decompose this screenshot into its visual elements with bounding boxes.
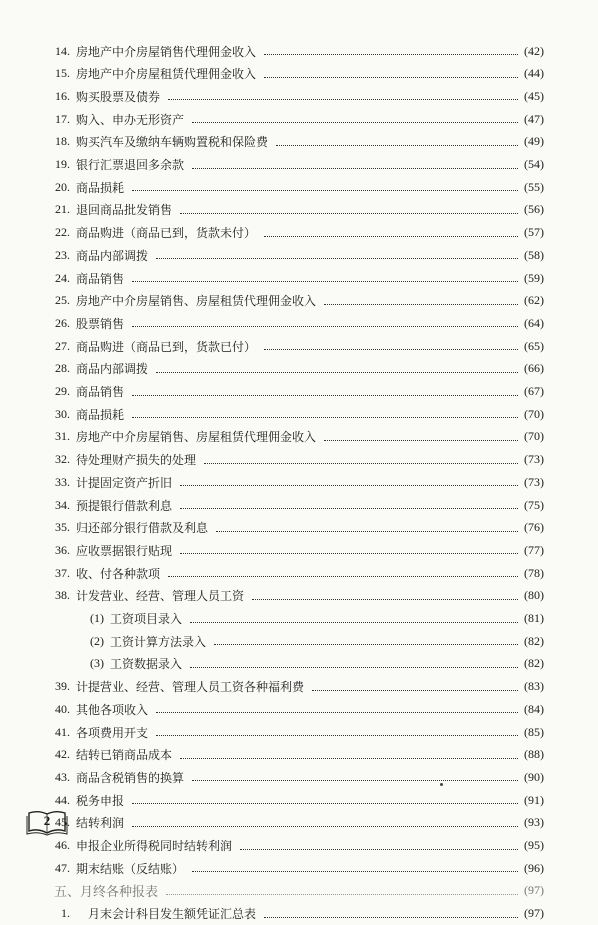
- toc-entry-leader: [180, 484, 518, 486]
- toc-entry-page: (88): [524, 747, 544, 762]
- toc-entry-number: 18.: [55, 134, 70, 149]
- toc-entry-page: (45): [524, 88, 544, 103]
- toc-entry: [0, 449, 598, 471]
- toc-entry-title: 商品内部调拨: [76, 248, 149, 263]
- toc-entry-number: 25.: [55, 293, 70, 308]
- toc-entry-title: 期末结账（反结账）: [76, 861, 185, 876]
- toc-entry-number: (1): [90, 611, 104, 625]
- toc-entry-title: 商品含税销售的换算: [76, 770, 185, 785]
- toc-entry-leader: [324, 439, 518, 441]
- toc-entry-number: 20.: [55, 179, 70, 194]
- toc-entry-leader: [264, 916, 518, 918]
- toc-entry-number: 32.: [55, 452, 70, 467]
- toc-entry-title: 房地产中介房屋销售、房屋租赁代理佣金收入: [76, 294, 317, 309]
- toc-entry-page: (44): [524, 66, 544, 81]
- toc-entry-leader: [132, 189, 518, 191]
- toc-entry-title: 工资计算方法录入: [110, 634, 207, 649]
- toc-entry-number: 33.: [55, 474, 70, 489]
- toc-entry-number: 17.: [55, 111, 70, 126]
- toc-entry-title: 购入、申办无形资产: [76, 112, 185, 127]
- toc-entry-leader: [180, 757, 518, 759]
- toc-entry-number: 34.: [55, 497, 70, 512]
- toc-entry-page: (91): [524, 792, 544, 807]
- toc-entry-number: 24.: [55, 270, 70, 285]
- toc-entry-leader: [264, 235, 518, 237]
- toc-entry-number: 38.: [55, 588, 70, 603]
- toc-entry-leader: [168, 98, 518, 100]
- toc-entry-title: 购买股票及债券: [76, 89, 161, 104]
- toc-entry: [0, 585, 598, 607]
- toc-entry-page: (70): [524, 406, 544, 421]
- toc-entry-title: 房地产中介房屋租赁代理佣金收入: [76, 67, 257, 82]
- toc-entry-leader: [324, 303, 518, 305]
- toc-entry-page: (80): [524, 588, 544, 603]
- toc-entry-number: 22.: [55, 225, 70, 240]
- page-number: 2: [43, 813, 51, 828]
- toc-entry-leader: [156, 734, 518, 736]
- toc-entry-page: (97): [524, 906, 544, 921]
- toc-entry-title: 应收票据银行贴现: [76, 543, 173, 558]
- toc-entry: [0, 789, 598, 811]
- toc-entry: [0, 676, 598, 698]
- toc-entry-title: 商品内部调拨: [76, 362, 149, 377]
- toc-entry-leader: [216, 530, 518, 532]
- toc-entry-leader: [264, 76, 518, 78]
- toc-entry-leader: [180, 552, 518, 554]
- toc-entry-page: (73): [524, 452, 544, 467]
- toc-entry: [0, 857, 598, 879]
- toc-entry: [0, 40, 598, 62]
- toc-entry-leader: [192, 121, 518, 123]
- toc-entry-leader: [312, 689, 518, 691]
- toc-entry-page: (57): [524, 225, 544, 240]
- toc-entry-title: 银行汇票退回多余款: [76, 158, 185, 172]
- toc-entry: [0, 562, 598, 584]
- toc-entry: [0, 539, 598, 561]
- toc-entry-title: 商品购进（商品已到，货款已付）: [76, 339, 257, 354]
- toc-entry-number: 15.: [55, 66, 70, 81]
- toc-entry-number: 21.: [55, 202, 70, 217]
- toc-entry-title: 月末会计科目发生额凭证汇总表: [88, 907, 257, 922]
- toc-entry-leader: [180, 507, 518, 509]
- toc-entry-number: 46.: [55, 838, 70, 852]
- toc-entry-title: 商品损耗: [76, 407, 125, 422]
- toc-entry-leader: [204, 462, 518, 464]
- toc-entry-leader: [252, 598, 518, 600]
- toc-entry-leader: [264, 348, 518, 350]
- toc-entry-number: 47.: [55, 860, 70, 875]
- toc-entry: [0, 108, 598, 130]
- toc-entry: [0, 403, 598, 425]
- toc-entry-number: 16.: [55, 88, 70, 103]
- toc-entry: [0, 290, 598, 312]
- toc-entry: [0, 494, 598, 516]
- toc-entry-page: (47): [524, 111, 544, 126]
- toc-entry-number: 41.: [55, 724, 70, 739]
- toc-entry-page: (66): [524, 361, 544, 376]
- toc-entry-number: 45.: [55, 815, 70, 830]
- toc-entry-leader: [214, 643, 518, 645]
- toc-entry-title: 结转利润: [76, 816, 125, 831]
- toc-entry-title: 计提固定资产折旧: [76, 475, 173, 490]
- toc-entry: [0, 517, 598, 539]
- toc-entry-page: (49): [524, 134, 544, 149]
- toc-entry-page: (81): [524, 611, 544, 625]
- toc-entry-title: 各项费用开支: [76, 725, 149, 740]
- page-number-badge: [26, 810, 68, 836]
- toc-entry-page: (95): [524, 838, 544, 852]
- toc-entry-leader: [190, 666, 518, 668]
- toc-entry-leader: [166, 893, 518, 895]
- toc-entry-number: 30.: [55, 406, 70, 421]
- toc-entry-leader: [180, 212, 518, 214]
- toc-entry-leader: [264, 53, 518, 55]
- toc-entry: [0, 903, 598, 925]
- toc-entry-page: (85): [524, 724, 544, 739]
- toc-entry-number: (3): [90, 656, 104, 671]
- toc-entry: [0, 244, 598, 266]
- toc-entry: [0, 222, 598, 244]
- ink-dot: [440, 783, 443, 786]
- toc-entry-leader: [132, 280, 518, 282]
- toc-entry-page: (55): [524, 179, 544, 194]
- toc-entry-page: (77): [524, 542, 544, 557]
- toc-entry-number: 29.: [55, 384, 70, 398]
- toc-entry: [0, 312, 598, 334]
- toc-entry-title: 商品损耗: [76, 180, 125, 195]
- toc-entry-title: 购买汽车及缴纳车辆购置税和保险费: [76, 135, 269, 150]
- toc-entry-leader: [132, 416, 518, 418]
- toc-entry-title: 商品销售: [76, 385, 125, 399]
- toc-entry-title: 结转已销商品成本: [76, 748, 173, 763]
- toc-entry-number: 14.: [55, 43, 70, 58]
- toc-entry-leader: [276, 144, 518, 146]
- toc-entry: [0, 471, 598, 493]
- toc-entry-number: 1.: [61, 906, 70, 921]
- toc-entry-title: 待处理财产损失的处理: [76, 453, 197, 468]
- toc-entry-number: 43.: [55, 769, 70, 784]
- toc-entry-title: 计发营业、经营、管理人员工资: [76, 589, 245, 604]
- toc-entry-title: 工资数据录入: [110, 657, 183, 672]
- toc-entry-title: 商品购进（商品已到，货款未付）: [76, 226, 257, 241]
- toc-entry: [0, 766, 598, 788]
- toc-entry: [0, 63, 598, 85]
- toc-entry-page: (75): [524, 497, 544, 512]
- toc-entry-title: 税务申报: [76, 793, 125, 808]
- toc-entry-page: (82): [524, 633, 544, 648]
- toc-entry-title: 房地产中介房屋销售代理佣金收入: [76, 44, 257, 59]
- toc-entry-leader: [132, 825, 518, 827]
- toc-entry-page: (93): [524, 815, 544, 830]
- toc-entry-page: (42): [524, 43, 544, 58]
- toc-entry-leader: [156, 257, 518, 259]
- toc-entry-leader: [168, 575, 518, 577]
- toc-entry-page: (78): [524, 565, 544, 580]
- toc-entry-title: 计提营业、经营、管理人员工资各种福利费: [76, 680, 305, 695]
- toc-entry: [0, 698, 598, 720]
- toc-entry-page: (67): [524, 384, 544, 398]
- toc-entry: [0, 85, 598, 107]
- toc-entry: [0, 812, 598, 834]
- toc-entry: [0, 335, 598, 357]
- toc-entry-page: (62): [524, 293, 544, 308]
- toc-entry: [0, 176, 598, 198]
- toc-entry-leader: [192, 167, 518, 169]
- toc-entry-page: (84): [524, 701, 544, 716]
- toc-entry-leader: [190, 621, 518, 623]
- toc-entry-title: 申报企业所得税同时结转利润: [76, 839, 233, 853]
- toc-entry: [0, 744, 598, 766]
- toc-entry-page: (90): [524, 769, 544, 784]
- toc-entry-page: (97): [524, 883, 544, 898]
- toc-entry: [0, 630, 598, 652]
- toc-entry: [0, 131, 598, 153]
- toc-entry-number: 28.: [55, 361, 70, 376]
- toc-entry-page: (76): [524, 520, 544, 535]
- toc-entry-page: (58): [524, 247, 544, 262]
- toc-entry-page: (65): [524, 338, 544, 353]
- toc-entry: [0, 880, 598, 902]
- toc-entry-title: 五、月终各种报表: [54, 885, 159, 901]
- toc-entry-title: 其他各项收入: [76, 702, 149, 717]
- toc-entry-number: 40.: [55, 701, 70, 716]
- toc-entry-page: (70): [524, 429, 544, 444]
- toc-entry: [0, 608, 598, 630]
- toc-entry-leader: [156, 371, 518, 373]
- toc-entry-number: 19.: [55, 157, 70, 171]
- toc-entry: [0, 267, 598, 289]
- toc-entry: [0, 653, 598, 675]
- toc-entry: [0, 381, 598, 403]
- toc-entry-number: 35.: [55, 520, 70, 535]
- toc-entry-title: 收、付各种款项: [76, 566, 161, 581]
- toc-entry-title: 商品销售: [76, 271, 125, 286]
- toc-entry: [0, 426, 598, 448]
- toc-entry-number: 37.: [55, 565, 70, 580]
- toc-entry: [0, 199, 598, 221]
- toc-entry-title: 工资项目录入: [110, 612, 183, 626]
- toc-entry-leader: [132, 325, 518, 327]
- toc-entry-leader: [192, 779, 518, 781]
- toc-entry-leader: [132, 802, 518, 804]
- toc-entry-page: (54): [524, 157, 544, 171]
- toc-entry-number: 23.: [55, 247, 70, 262]
- toc-entry-leader: [192, 870, 518, 872]
- toc-entry-page: (59): [524, 270, 544, 285]
- toc-entry: [0, 721, 598, 743]
- toc-entry-page: (56): [524, 202, 544, 217]
- toc-entry-number: 27.: [55, 338, 70, 353]
- toc-entry-page: (64): [524, 315, 544, 330]
- toc-entry: [0, 358, 598, 380]
- toc-entry-number: 39.: [55, 679, 70, 694]
- toc-entry-page: (82): [524, 656, 544, 671]
- toc-entry-title: 房地产中介房屋销售、房屋租赁代理佣金收入: [76, 430, 317, 445]
- toc-entry-title: 股票销售: [76, 316, 125, 331]
- toc-entry-leader: [132, 394, 518, 396]
- toc-entry-title: 退回商品批发销售: [76, 203, 173, 218]
- toc-entry-number: 26.: [55, 315, 70, 330]
- toc-entry-number: 44.: [55, 792, 70, 807]
- toc-entry-page: (96): [524, 860, 544, 875]
- toc-entry: [0, 154, 598, 176]
- toc-entry-page: (73): [524, 474, 544, 489]
- toc-entry-number: 31.: [55, 429, 70, 444]
- toc-entry-leader: [240, 848, 518, 850]
- toc-entry-title: 预提银行借款利息: [76, 498, 173, 513]
- toc-entry-title: 归还部分银行借款及利息: [76, 521, 209, 536]
- toc-entry-number: 36.: [55, 542, 70, 557]
- toc-entry: [0, 835, 598, 857]
- toc-entry-number: (2): [90, 633, 104, 648]
- toc-entry-page: (83): [524, 679, 544, 694]
- toc-entry-leader: [156, 711, 518, 713]
- toc-entry-number: 42.: [55, 747, 70, 762]
